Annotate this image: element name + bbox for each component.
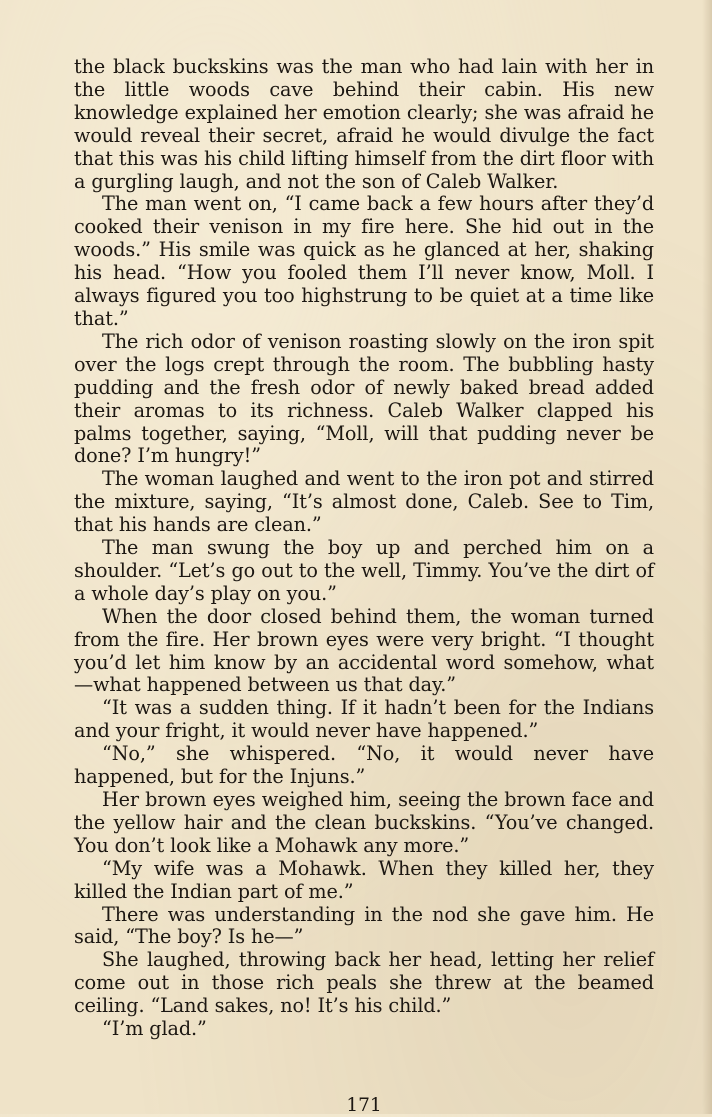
paragraph: When the door closed behind them, the woman turned from the fire. Her brown eyes were very bright. “I thought you’d let him know by an accidental word somehow, what —what happened between us that day.”	[74, 604, 654, 697]
paragraph: Her brown eyes weighed him, seeing the brown face and the yellow hair and the clean buckskins. “You’ve changed. You don’t look like a Mohawk any more.”	[74, 788, 654, 857]
paragraph: The man swung the boy up and perched him on a shoulder. “Let’s go out to the well, Timmy. You’ve the dirt of a whole day’s play on you.”	[74, 536, 654, 605]
book-page	[74, 55, 654, 1116]
paragraph: She laughed, throwing back her head, letting her relief come out in those rich peals she threw at the beamed ceiling. “Land sakes, no! It’s his child.”	[74, 948, 654, 1018]
paragraph: The man went on, “I came back a few hours after they’d cooked their venison in my fire here. She hid out in the woods.” His smile was quick as he glanced at her, shaking his head. “How you fooled them I’ll never know, Moll. I always figured you too highstrung to be quiet at a time like that.”	[74, 192, 654, 330]
paragraph: The woman laughed and went to the iron pot and stirred the mixture, saying, “It’s almost done, Caleb. See to Tim, that his hands are clean.”	[74, 467, 654, 537]
paragraph: “My wife was a Mohawk. When they killed her, they killed the Indian part of me.”	[74, 856, 654, 903]
paragraph: “It was a sudden thing. If it hadn’t been for the Indians and your fright, it would never have happened.”	[74, 696, 654, 743]
paragraph: The rich odor of venison roasting slowly on the iron spit over the logs crept through the room. The bubbling hasty pudding and the fresh odor of newly baked bread added their aromas to its richness. Caleb Walker clapped his palms together, saying, “Moll, will that pudding never be done? I’m hungry!”	[74, 329, 654, 468]
paragraph: the black buckskins was the man who had lain with her in the little woods cave behind their cabin. His new knowledge explained her emotion clearly; she was afraid he would reveal their secret, afraid he would divulge the fact that this was his child lifting himself from the dirt floor with a gurgling laugh, and not the son of Caleb Walker.	[74, 55, 654, 193]
body-text	[74, 56, 654, 1041]
page-number: 171	[346, 1095, 382, 1116]
paragraph: There was understanding in the nod she gave him. He said, “The boy? Is he—”	[74, 902, 654, 949]
paragraph: “I’m glad.”	[102, 1017, 207, 1041]
paragraph: “No,” she whispered. “No, it would never have happened, but for the Injuns.”	[74, 742, 654, 789]
page-edge-shadow	[702, 0, 712, 1114]
